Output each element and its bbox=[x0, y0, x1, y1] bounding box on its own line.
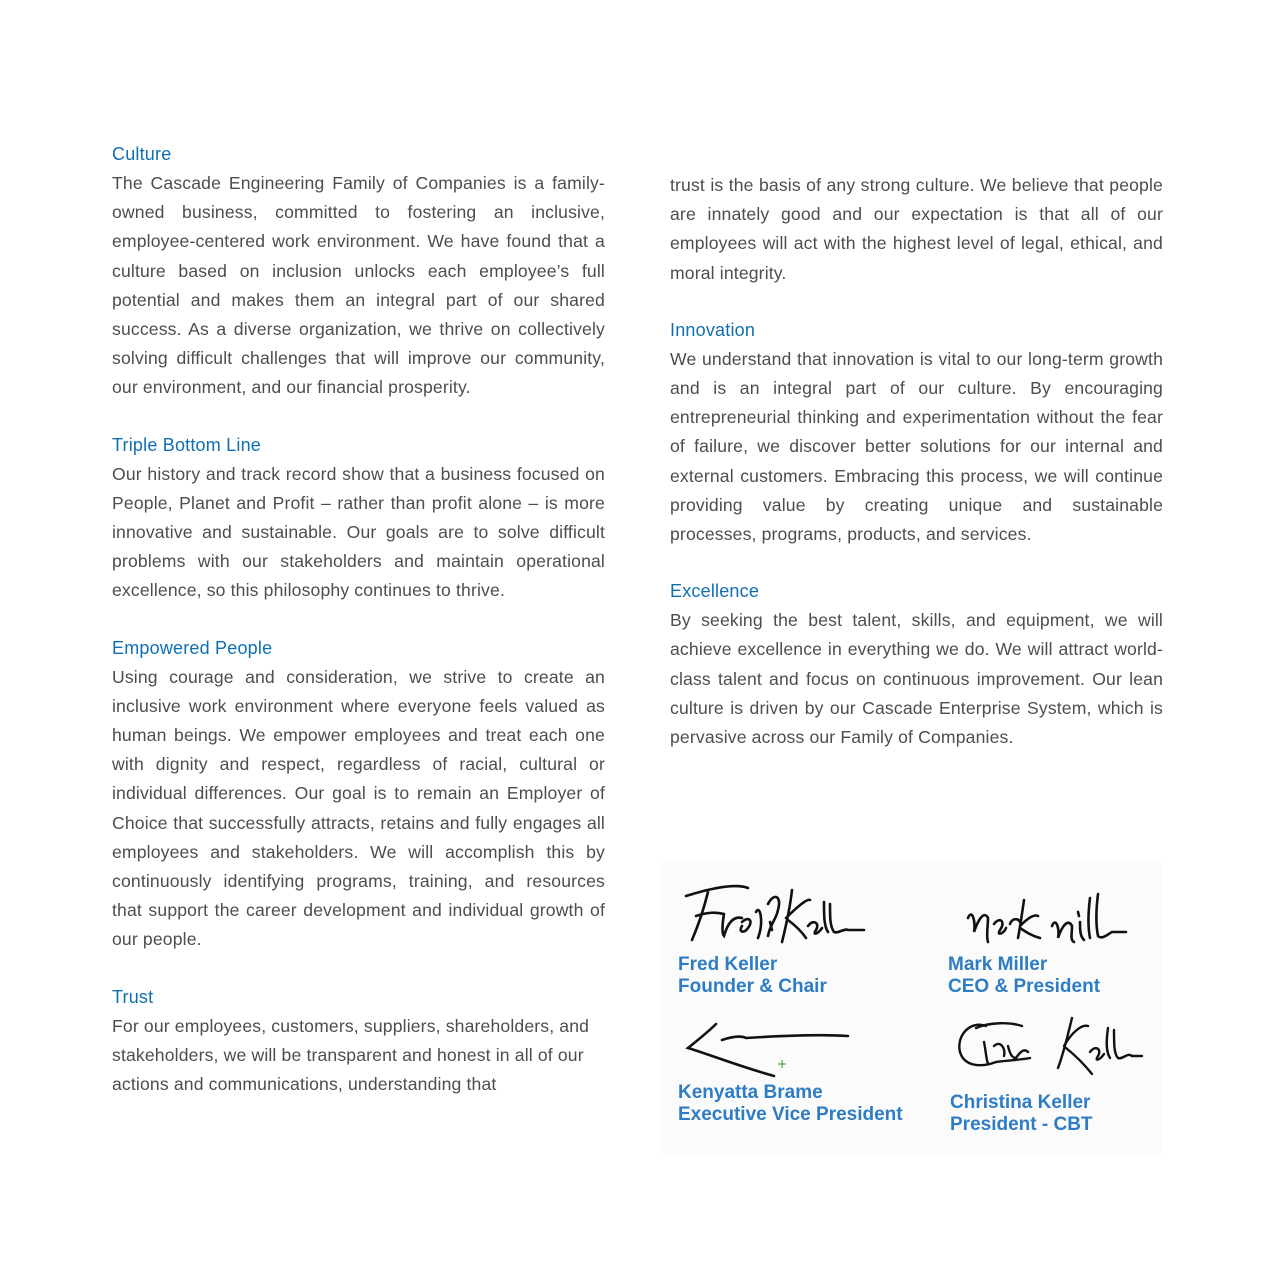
signatory-title: Founder & Chair bbox=[678, 976, 827, 997]
signature-block-mark-miller bbox=[948, 888, 1148, 998]
signatory-title: President - CBT bbox=[950, 1114, 1093, 1135]
section-body: Using courage and consideration, we strive to create an inclusive work environment where everyone feels valued as human beings. We empower employees and treat each one with dignity and respect, regardless of racial, cultural or individual differences. Our goal is to remain an Employer of Choice that successfully attracts, retains and fully engages all employees and stakeholders. We will accomplish this by continuously identifying programs, training, and resources that support the career development and individual growth of our people. bbox=[112, 666, 605, 950]
signature-block-christina-keller bbox=[950, 1012, 1150, 1136]
section-heading: Culture bbox=[112, 144, 172, 164]
signature-panel bbox=[660, 862, 1162, 1154]
right-column bbox=[670, 140, 1163, 780]
signatory-name: Kenyatta Brame bbox=[678, 1082, 823, 1103]
section-excellence bbox=[670, 577, 1163, 752]
section-trust-continued bbox=[670, 171, 1163, 288]
handwritten-signature-fred-keller bbox=[678, 882, 878, 952]
section-trust bbox=[112, 983, 605, 1100]
section-culture bbox=[112, 140, 605, 403]
signatory-name: Fred Keller bbox=[678, 954, 778, 975]
section-body: We understand that innovation is vital to our long-term growth and is an integral part of our culture. By encouraging entrepreneurial thinking and experimentation without the fear of failure, we discover better solutions for our internal and external customers. Embracing this process, we will continue providing value by creating unique and sustainable processes, programs, products, and services. bbox=[670, 348, 1163, 545]
section-body: For our employees, customers, suppliers, shareholders, and stakeholders, we will be transparent and honest in all of our actions and communications, understanding that bbox=[112, 1015, 590, 1095]
section-empowered-people bbox=[112, 634, 605, 955]
section-innovation bbox=[670, 316, 1163, 549]
handwritten-signature-christina-keller bbox=[950, 1012, 1150, 1082]
section-heading: Excellence bbox=[670, 581, 760, 602]
section-heading: Innovation bbox=[670, 319, 756, 340]
section-heading: Triple Bottom Line bbox=[112, 434, 261, 455]
section-triple-bottom-line bbox=[112, 431, 605, 606]
left-column bbox=[112, 140, 605, 1127]
signature-block-kenyatta-brame bbox=[678, 1020, 903, 1126]
section-body-continuation: trust is the basis of any strong culture. We believe that people are innately good and our expectation is that all of our employees will act with the highest level of legal, ethical, and moral integrity. bbox=[670, 175, 1163, 283]
signatory-name: Christina Keller bbox=[950, 1092, 1091, 1113]
signatory-name: Mark Miller bbox=[948, 954, 1048, 975]
signatory-title: Executive Vice President bbox=[678, 1104, 903, 1125]
section-body: The Cascade Engineering Family of Companies is a family-owned business, committed to fostering an inclusive, employee-centered work environment. We have found that a culture based on inclusion unlocks each employee’s full potential and makes them an integral part of our shared success. As a diverse organization, we thrive on collectively solving difficult challenges that will improve our community, our environment, and our financial prosperity. bbox=[112, 173, 605, 398]
section-heading: Trust bbox=[112, 986, 154, 1007]
signatory-title: CEO & President bbox=[948, 976, 1101, 997]
handwritten-signature-mark-miller bbox=[948, 888, 1148, 952]
section-body: By seeking the best talent, skills, and equipment, we will achieve excellence in everything we do. We will attract world-class talent and focus on continuous improvement. Our lean culture is driven by our Cascade Enterprise System, which is pervasive across our Family of Companies. bbox=[670, 610, 1163, 748]
signature-block-fred-keller bbox=[678, 882, 878, 998]
section-heading: Empowered People bbox=[112, 637, 273, 658]
section-body: Our history and track record show that a business focused on People, Planet and Profit – rather than profit alone – is more innovative and sustainable. Our goals are to solve difficult problems with our stakeholders and maintain operational excellence, so this philosophy continues to thrive. bbox=[112, 463, 605, 601]
handwritten-signature-kenyatta-brame bbox=[678, 1020, 858, 1080]
